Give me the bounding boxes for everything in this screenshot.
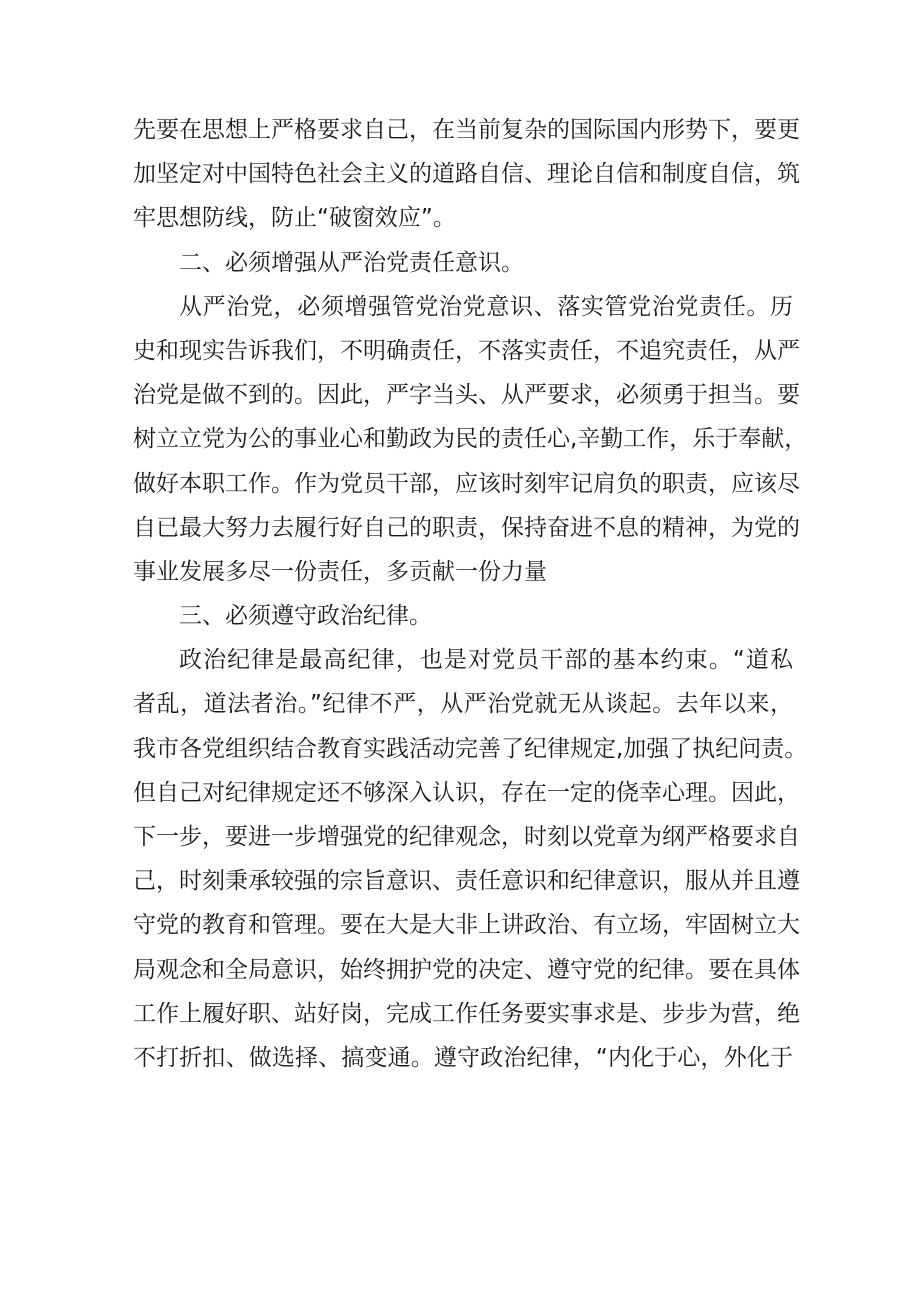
text-line: 先要在思想上严格要求自己，在当前复杂的国际国内形势下，要更 (133, 117, 800, 143)
text-line: 但自己对纪律规定还不够深入认识，存在一定的侥幸心理。因此， (133, 779, 800, 806)
text-line: 自已最大努力去履行好自己的职责，保持奋进不息的精神，为党的 (133, 514, 800, 541)
text-line: 守党的教育和管理。要在大是大非上讲政治、有立场，牢固树立大 (133, 912, 800, 939)
text-line: 我市各党组织结合教育实践活动完善了纪律规定,加强了执纪问责。 (133, 735, 808, 762)
text-line: 史和现实告诉我们，不明确责任，不落实责任，不追究责任，从严 (133, 337, 800, 364)
text-line: 下一步，要进一步增强党的纪律观念，时刻以党章为纲严格要求自 (133, 824, 800, 850)
text-line: 者乱，道法者治。”纪律不严，从严治党就无从谈起。去年以来， (133, 691, 793, 718)
text-line: 己，时刻秉承较强的宗旨意识、责任意识和纪律意识，服从并且遵 (133, 868, 800, 895)
text-line: 树立立党为公的事业心和勤政为民的责任心,辛勤工作，乐于奉献， (133, 426, 808, 453)
text-line: 做好本职工作。作为党员干部，应该时刻牢记肩负的职责，应该尽 (133, 470, 800, 497)
text-line: 二、必须增强从严治党责任意识。 (179, 249, 524, 276)
text-line: 治党是做不到的。因此，严字当头、从严要求，必须勇于担当。要 (133, 382, 800, 409)
text-line: 不打折扣、做选择、搞变通。遵守政治纪律，“内化于心，外化于 (133, 1044, 793, 1071)
text-line: 三、必须遵守政治纪律。 (179, 603, 432, 630)
document-body (133, 108, 808, 1080)
text-line: 牢思想防线，防止“破窗效应”。 (133, 205, 456, 232)
text-line: 政治纪律是最高纪律，也是对党员干部的基本约束。“道私 (179, 647, 793, 674)
text-line: 事业发展多尽一份责任，多贡献一份力量 (133, 558, 547, 585)
text-line: 局观念和全局意识，始终拥护党的决定、遵守党的纪律。要在具体 (133, 956, 800, 983)
text-line: 从严治党，必须增强管党治党意识、落实管党治党责任。历 (179, 293, 793, 320)
text-line: 加坚定对中国特色社会主义的道路自信、理论自信和制度自信，筑 (133, 161, 800, 188)
text-line: 工作上履好职、站好岗，完成工作任务要实事求是、步步为营，绝 (133, 1000, 800, 1027)
